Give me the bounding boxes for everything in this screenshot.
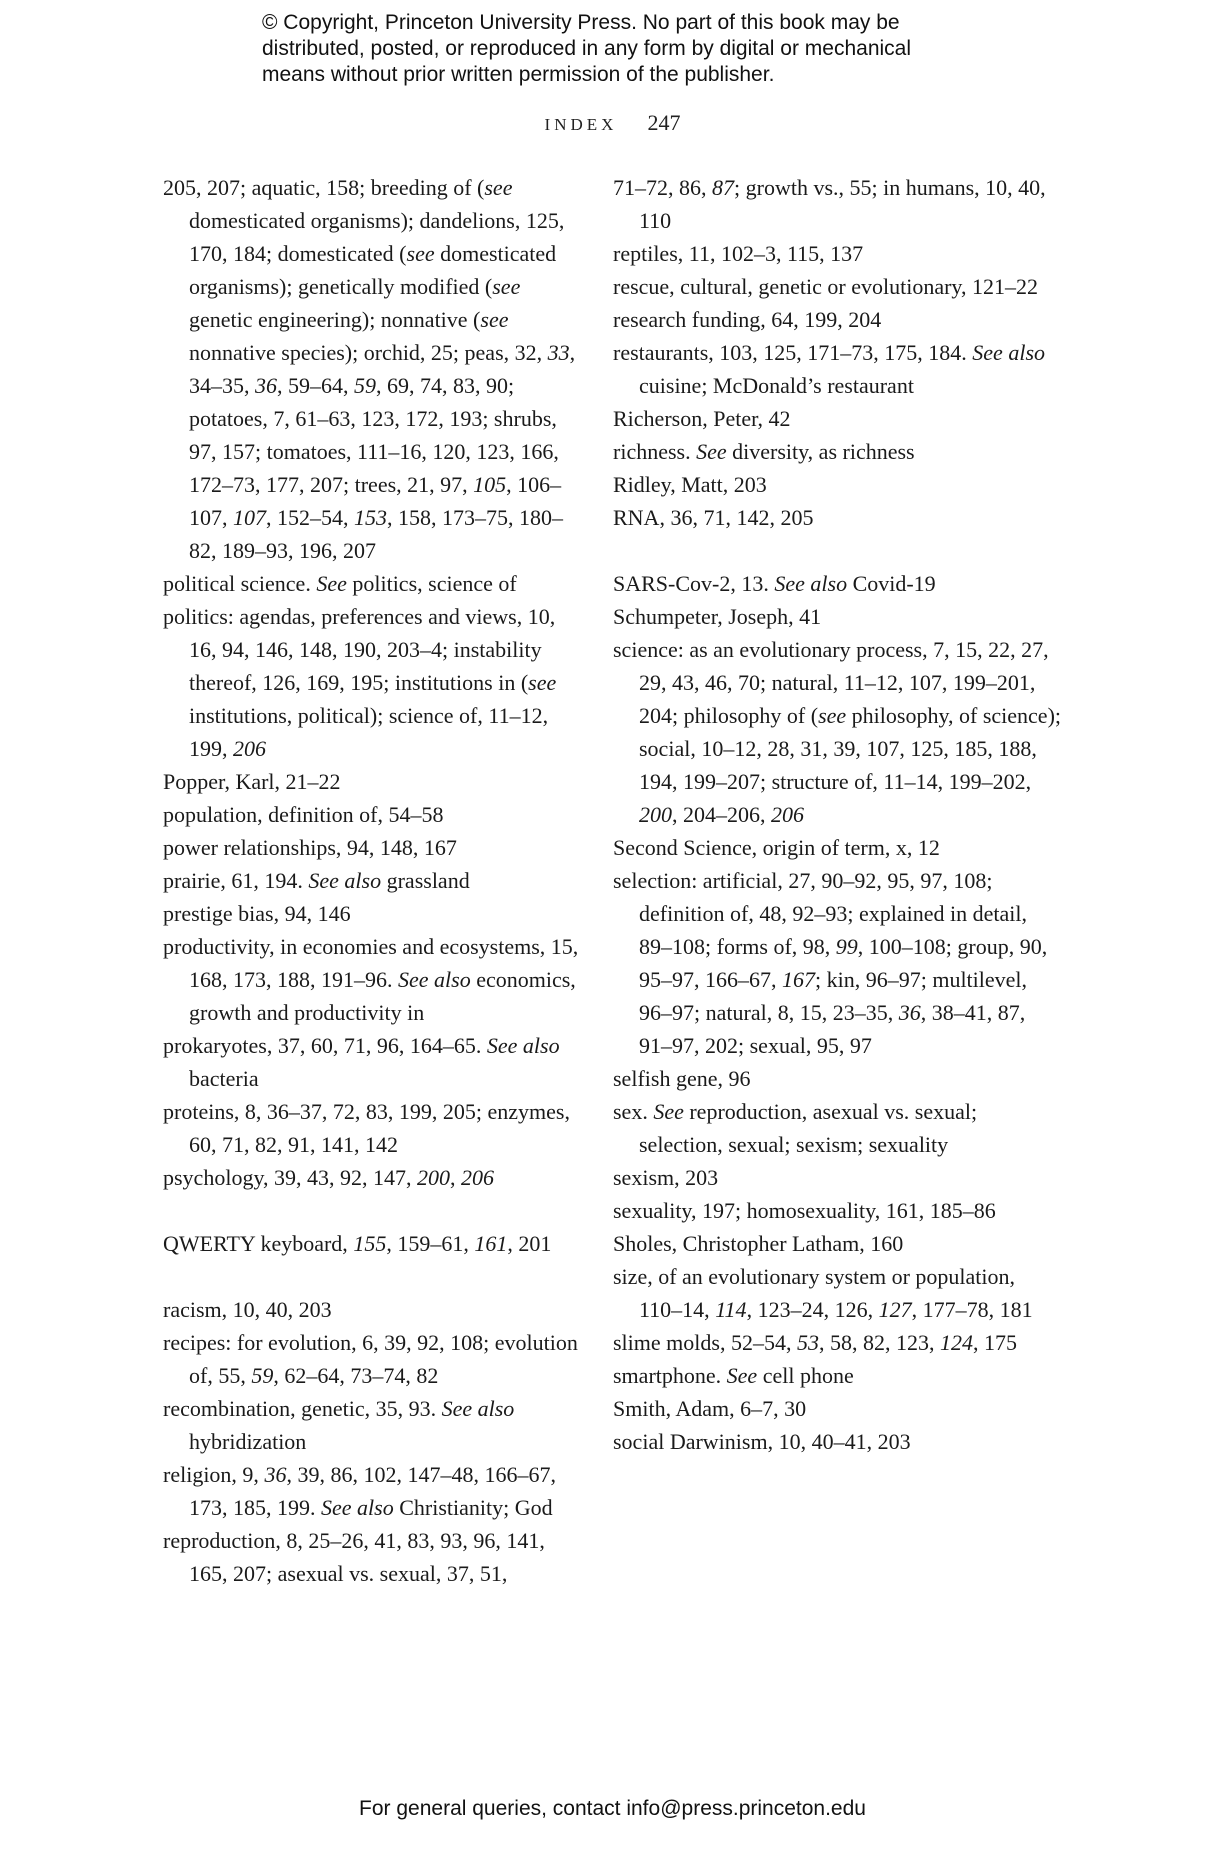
index-entry: Sholes, Christopher Latham, 160 (613, 1231, 904, 1256)
index-entry: RNA, 36, 71, 142, 205 (613, 505, 814, 530)
footer-contact: For general queries, contact info@press.princeton.edu (359, 1797, 866, 1820)
index-entry: Second Science, origin of term, x, 12 (613, 835, 940, 860)
index-entry: prokaryotes, 37, 60, 71, 96, 164–65. See also bacteria (163, 1033, 560, 1091)
index-entry: sex. See reproduction, asexual vs. sexual; selection, sexual; sexism; sexuality (613, 1099, 978, 1157)
index-entry: racism, 10, 40, 203 (163, 1297, 332, 1322)
index-column-right (613, 171, 1063, 1458)
index-entry: size, of an evolutionary system or population, 110–14, 114, 123–24, 126, 127, 177–78, 181 (613, 1264, 1033, 1322)
running-head (0, 110, 1225, 136)
index-entry: richness. See diversity, as richness (613, 439, 915, 464)
index-entry: political science. See politics, science of (163, 571, 517, 596)
copyright-line: distributed, posted, or reproduced in any form by digital or mechanical (262, 37, 912, 60)
copyright-line: means without prior written permission of the publisher. (262, 63, 775, 86)
index-entry: smartphone. See cell phone (613, 1363, 854, 1388)
index-entry: psychology, 39, 43, 92, 147, 200, 206 (163, 1165, 495, 1190)
index-entry: Ridley, Matt, 203 (613, 472, 767, 497)
index-entry: sexism, 203 (613, 1165, 719, 1190)
index-entry: recombination, genetic, 35, 93. See also hybridization (163, 1396, 515, 1454)
index-entry: Richerson, Peter, 42 (613, 406, 791, 431)
index-entry: religion, 9, 36, 39, 86, 102, 147–48, 166–67, 173, 185, 199. See also Christianity; God (163, 1462, 556, 1520)
copyright-notice (262, 10, 1022, 88)
copyright-line: © Copyright, Princeton University Press. No part of this book may be (262, 11, 900, 34)
letter-gap (163, 1194, 583, 1227)
index-entry: reproduction, 8, 25–26, 41, 83, 93, 96, 141, 165, 207; asexual vs. sexual, 37, 51, (163, 1528, 545, 1586)
index-entry: sexuality, 197; homosexuality, 161, 185–86 (613, 1198, 996, 1223)
index-entry: Smith, Adam, 6–7, 30 (613, 1396, 807, 1421)
index-entry: politics: agendas, preferences and views, 10, 16, 94, 146, 148, 190, 203–4; instability thereof, 126, 169, 195; institutions in (see institutions, political); science of, 11–12, 199, 206 (163, 604, 557, 761)
index-entry: Schumpeter, Joseph, 41 (613, 604, 822, 629)
index-entry: science: as an evolutionary process, 7, 15, 22, 27, 29, 43, 46, 70; natural, 11–12, 107, 199–201, 204; philosophy of (see philosophy, of science); social, 10–12, 28, 31, 39, 107, 125, 185, 188, 194, 199–207; structure of, 11–14, 199–202, 200, 204–206, 206 (613, 637, 1062, 827)
index-entry: recipes: for evolution, 6, 39, 92, 108; evolution of, 55, 59, 62–64, 73–74, 82 (163, 1330, 578, 1388)
index-entry: prairie, 61, 194. See also grassland (163, 868, 470, 893)
index-entry: slime molds, 52–54, 53, 58, 82, 123, 124, 175 (613, 1330, 1017, 1355)
index-column-left (163, 171, 583, 1590)
page-number: 247 (647, 110, 681, 135)
index-entry: power relationships, 94, 148, 167 (163, 835, 457, 860)
index-entry: population, definition of, 54–58 (163, 802, 444, 827)
index-entry: selection: artificial, 27, 90–92, 95, 97, 108; definition of, 48, 92–93; explained in detail, 89–108; forms of, 98, 99, 100–108; group, 90, 95–97, 166–67, 167; kin, 96–97; multilevel, 96–97; natural, 8, 15, 23–35, 36, 38–41, 87, 91–97, 202; sexual, 95, 97 (613, 868, 1048, 1058)
index-entry: proteins, 8, 36–37, 72, 83, 199, 205; enzymes, 60, 71, 82, 91, 141, 142 (163, 1099, 570, 1157)
index-entry: social Darwinism, 10, 40–41, 203 (613, 1429, 911, 1454)
letter-gap (613, 534, 1063, 567)
index-entry: selfish gene, 96 (613, 1066, 751, 1091)
index-entry: productivity, in economies and ecosystems, 15, 168, 173, 188, 191–96. See also economics, growth and productivity in (163, 934, 579, 1025)
index-entry: SARS-Cov-2, 13. See also Covid-19 (613, 571, 936, 596)
index-entry: rescue, cultural, genetic or evolutionary, 121–22 (613, 274, 1038, 299)
index-entry: prestige bias, 94, 146 (163, 901, 351, 926)
section-label: INDEX (544, 115, 618, 134)
index-entry: Popper, Karl, 21–22 (163, 769, 341, 794)
index-entry-continued: 71–72, 86, 87; growth vs., 55; in humans, 10, 40, 110 (613, 175, 1046, 233)
letter-gap (163, 1260, 583, 1293)
index-entry: research funding, 64, 199, 204 (613, 307, 882, 332)
index-entry: reptiles, 11, 102–3, 115, 137 (613, 241, 864, 266)
index-entry-continued: 205, 207; aquatic, 158; breeding of (see domesticated organisms); dandelions, 125, 170, 184; domesticated (see domesticated organisms); genetically modified (see genetic engineering); nonnative (see nonnative species); orchid, 25; peas, 32, 33, 34–35, 36, 59–64, 59, 69, 74, 83, 90; potatoes, 7, 61–63, 123, 172, 193; shrubs, 97, 157; tomatoes, 111–16, 120, 123, 166, 172–73, 177, 207; trees, 21, 97, 105, 106–107, 107, 152–54, 153, 158, 173–75, 180–82, 189–93, 196, 207 (163, 175, 576, 563)
index-entry: QWERTY keyboard, 155, 159–61, 161, 201 (163, 1231, 552, 1256)
index-entry: restaurants, 103, 125, 171–73, 175, 184. See also cuisine; McDonald’s restaurant (613, 340, 1045, 398)
